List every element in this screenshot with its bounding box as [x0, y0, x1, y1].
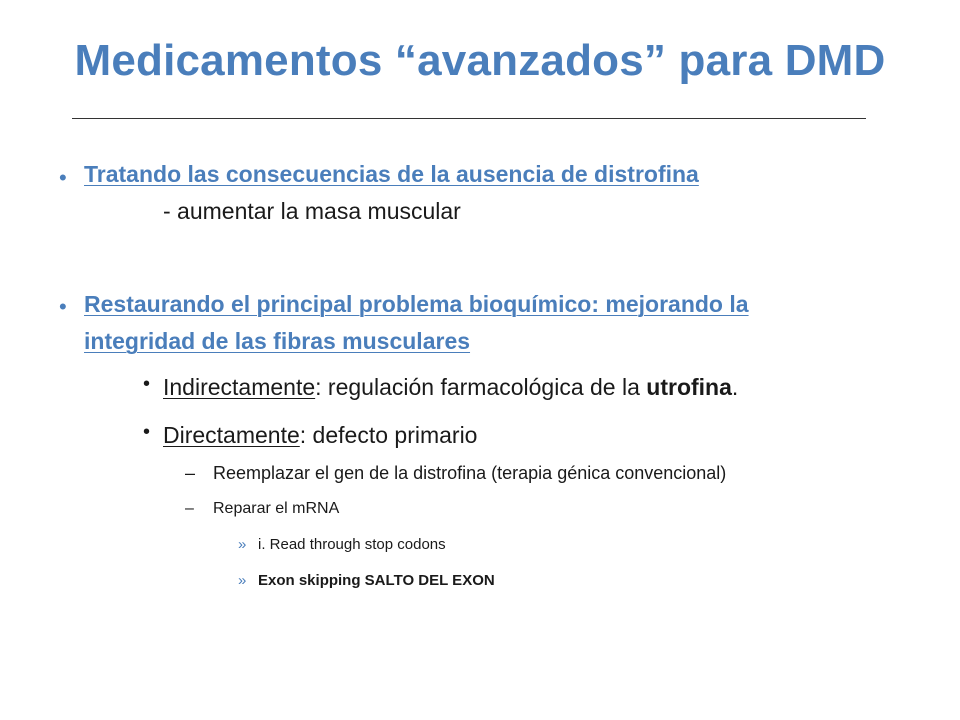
- bullet-2-heading-line1: Restaurando el principal problema bioquímico: mejorando la: [84, 291, 749, 317]
- bullet-1-marker: •: [59, 165, 67, 190]
- subsubitem-exon-skipping-text: Exon skipping SALTO DEL EXON: [258, 572, 495, 589]
- item-directamente-label: Directamente: [163, 422, 300, 448]
- item-indirectamente: [143, 373, 739, 401]
- item-directamente-text: : defecto primario: [299, 422, 478, 448]
- item-indirectamente-end: .: [731, 374, 739, 400]
- subitem-reemplazar-gen: [185, 463, 727, 484]
- subsubitem-marker-2: »: [238, 572, 247, 589]
- subsubitem-exon-skipping: [238, 572, 495, 589]
- slide-title: Medicamentos “avanzados” para DMD: [74, 36, 886, 85]
- bullet-2-heading-line2: integridad de las fibras musculares: [84, 328, 471, 354]
- subitem-reemplazar-gen-text: Reemplazar el gen de la distrofina (terapia génica convencional): [213, 463, 727, 483]
- item-directamente: [143, 421, 478, 449]
- item-indirectamente-label: Indirectamente: [163, 374, 316, 400]
- subitem-reparar-mrna-text: Reparar el mRNA: [213, 500, 340, 517]
- bullet-1-subtext: - aumentar la masa muscular: [163, 198, 461, 224]
- title-divider: [72, 118, 866, 119]
- item-indirectamente-marker: •: [143, 373, 151, 395]
- subitem-reparar-mrna: [185, 500, 340, 518]
- item-indirectamente-text: : regulación farmacológica de la: [315, 374, 647, 400]
- subitem-dash-1: –: [185, 463, 196, 483]
- subsubitem-read-through: [238, 536, 446, 553]
- bullet-2-marker: •: [59, 294, 67, 319]
- subsubitem-read-through-text: i. Read through stop codons: [258, 536, 446, 553]
- bullet-1-heading: Tratando las consecuencias de la ausencia de distrofina: [84, 161, 699, 187]
- subitem-dash-2: –: [185, 500, 194, 517]
- item-indirectamente-emphasis: utrofina: [646, 374, 732, 400]
- item-directamente-marker: •: [143, 421, 151, 443]
- subsubitem-marker-1: »: [238, 536, 247, 553]
